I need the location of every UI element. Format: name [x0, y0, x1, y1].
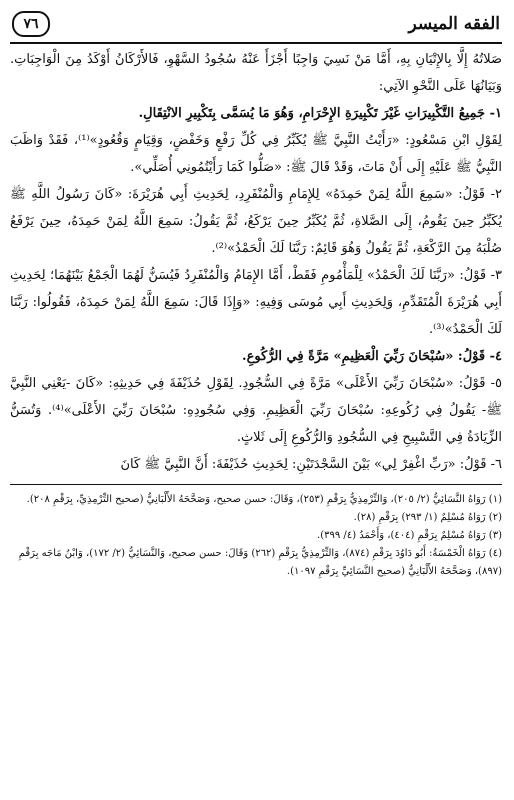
footnote: (٣) رَوَاهُ مُسْلِمٌ بِرَقْمِ (٤٠٤)، وَأَحْمَدُ (٤/ ٣٩٩). [317, 530, 502, 541]
footnote: (٤) رَوَاهُ الْخَمْسَةُ: أَبُو دَاوُدَ بِرَقْمِ (٨٧٤)، وَالتِّرْمِذِيُّ بِرَقْمِ (٢٦٢) وَقَالَ: حسن صحيح، وَالنَّسَائِيُّ (٢/ ١٧٢)، وَابْنُ مَاجَه بِرَقْمِ (٨٩٧)، وَصَحَّحَهُ الأَلْبَانِيُّ (صحيح النَّسَائِيِّ بِرَقْمِ ١٠٩٧). [18, 548, 502, 577]
footnote: (٢) رَوَاهُ مُسْلِمٌ (١/ ٢٩٣) بِرَقْمِ (٢٨). [353, 512, 502, 523]
paragraph: ١- جَمِيعُ التَّكْبِيرَاتِ غَيْرَ تَكْبِيرَةِ الإِحْرَامِ، وَهُوَ مَا يُسَمَّى بِتَكْبِيرِ الانْتِقَالِ. [138, 106, 502, 121]
paragraph: صَلاتُهُ إِلَّا بِالإِتْيَانِ بِهِ، أَمَّا مَنْ نَسِيَ وَاجِبًا أَجْزَأَ عَنْهُ سُجُودُ السَّهْوِ، فَالأَرْكَانُ أَوْكَدُ مِنَ الْوَاجِبَاتِ. وَبَيَانُهَا عَلَى النَّحْوِ الآتِي: [10, 52, 502, 94]
book-title: الفقه الميسر [408, 14, 500, 34]
paragraph: ٤- قَوْلُ: «سُبْحَانَ رَبِّيَ الْعَظِيمِ» مَرَّةً فِي الرُّكُوعِ. [242, 349, 502, 364]
paragraph: ٥- قَوْلُ: «سُبْحَانَ رَبِّيَ الأَعْلَى» مَرَّةً فِي السُّجُودِ. لِقَوْلِ حُذَيْفَةَ فِي حَدِيثِهِ: «كَانَ -يَعْنِي النَّبِيَّ ﷺ- يَقُولُ فِي رُكُوعِهِ: سُبْحَانَ رَبِّيَ الْعَظِيمِ. وَفِي سُجُودِهِ: سُبْحَانَ رَبِّيَ الأَعْلَى»⁽⁴⁾. وَتُسَنُّ الزِّيَادَةُ فِي التَّسْبِيحِ فِي السُّجُودِ وَالرُّكُوعِ إِلَى ثَلاثٍ. [10, 376, 502, 445]
paragraph: ٦- قَوْلُ: «رَبِّ اغْفِرْ لِي» بَيْنَ السَّجْدَتَيْنِ: لِحَدِيثِ حُذَيْفَةَ: أَنَّ النَّبِيَّ ﷺ كَانَ [120, 457, 502, 472]
main-text [10, 46, 502, 478]
page-number-badge: ٧٦ [12, 11, 50, 37]
page-header [10, 6, 502, 44]
paragraph: لِقَوْلِ ابْنِ مَسْعُودٍ: «رَأَيْتُ النَّبِيَّ ﷺ يُكَبِّرُ فِي كُلِّ رَفْعٍ وَخَفْضٍ، وَقِيَامٍ وَقُعُودٍ»⁽¹⁾، فَقَدْ وَاظَبَ النَّبِيُّ ﷺ عَلَيْهِ إِلَى أَنْ مَاتَ، وَقَدْ قَالَ ﷺ: «صَلُّوا كَمَا رَأَيْتُمُونِي أُصَلِّي». [10, 133, 502, 175]
paragraph: ٢- قَوْلُ: «سَمِعَ اللَّهُ لِمَنْ حَمِدَهُ» لِلإِمَامِ وَالْمُنْفَرِدِ، لِحَدِيثِ أَبِي هُرَيْرَةَ: «كَانَ رَسُولُ اللَّهِ ﷺ يُكَبِّرُ حِينَ يَقُومُ، إِلَى الصَّلاةِ، ثُمَّ يُكَبِّرُ حِينَ يَرْكَعُ، ثُمَّ يَقُولُ: سَمِعَ اللَّهُ لِمَنْ حَمِدَهُ، حِينَ يَرْفَعُ صُلْبَهُ مِنَ الرَّكْعَةِ، ثُمَّ يَقُولُ وَهُوَ قَائِمٌ: رَبَّنَا لَكَ الْحَمْدُ»⁽²⁾. [10, 187, 502, 256]
footnotes [10, 491, 502, 581]
paragraph: ٣- قَوْلُ: «رَبَّنَا لَكَ الْحَمْدُ» لِلْمَأْمُومِ فَقَطْ، أَمَّا الإِمَامُ وَالْمُنْفَرِدُ فَيُسَنُّ لَهُمَا الْجَمْعُ بَيْنَهُمَا؛ لِحَدِيثِ أَبِي هُرَيْرَةَ الْمُتَقَدِّمِ، وَلِحَدِيثِ أَبِي مُوسَى وَفِيهِ: «وَإِذَا قَالَ: سَمِعَ اللَّهُ لِمَنْ حَمِدَهُ، فَقُولُوا: رَبَّنَا لَكَ الْحَمْدُ»⁽³⁾. [10, 268, 502, 337]
footnote-divider [10, 484, 502, 485]
footnote: (١) رَوَاهُ النَّسَائِيُّ (٢/ ٢٠٥)، وَالتِّرْمِذِيُّ بِرَقْمِ (٢٥٣)، وَقَالَ: حسن صحيح، وَصَحَّحَهُ الأَلْبَانِيُّ (صحيح التِّرْمِذِيِّ، بِرَقْمِ ٢٠٨). [26, 494, 502, 505]
